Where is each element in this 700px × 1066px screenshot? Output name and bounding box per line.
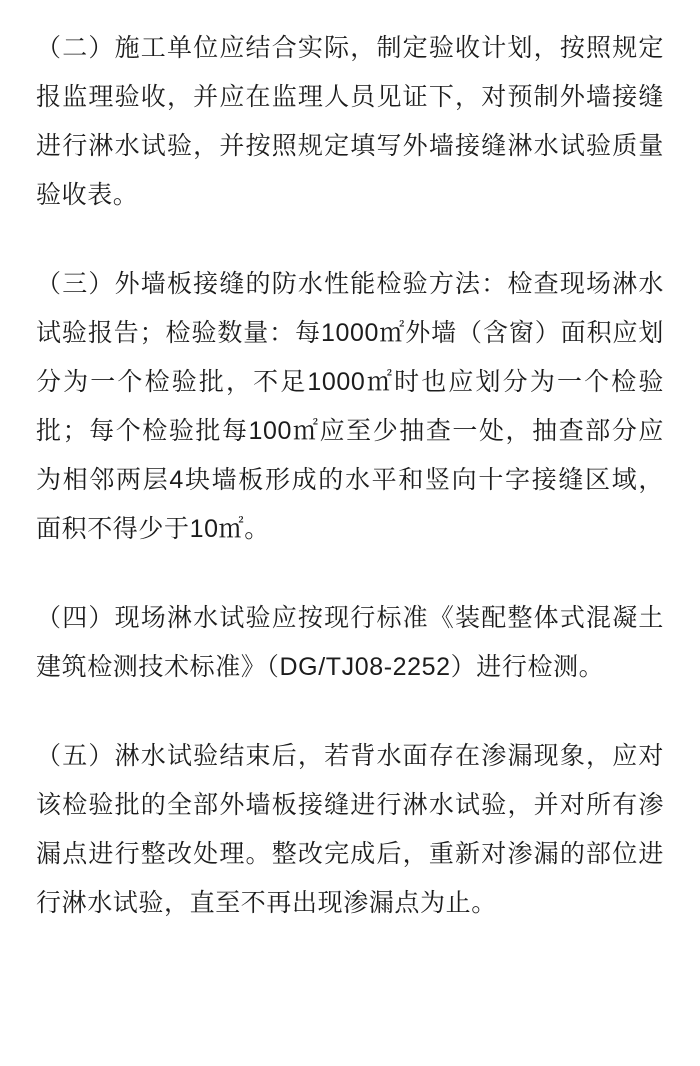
paragraph-clause-5: （五）淋水试验结束后，若背水面存在渗漏现象，应对该检验批的全部外墙板接缝进行淋水试验，并对所有渗漏点进行整改处理。整改完成后，重新对渗漏的部位进行淋水试验，直至不再出现渗漏点为止。 <box>36 742 664 917</box>
paragraph-clause-3: （三）外墙板接缝的防水性能检验方法：检查现场淋水试验报告；检验数量：每1000㎡外墙（含窗）面积应划分为一个检验批，不足1000㎡时也应划分为一个检验批；每个检验批每100㎡应至少抽查一处，抽查部分应为相邻两层4块墙板形成的水平和竖向十字接缝区域，面积不得少于10㎡。 <box>36 270 664 543</box>
paragraph-clause-2: （二）施工单位应结合实际，制定验收计划，按照规定报监理验收，并应在监理人员见证下，对预制外墙接缝进行淋水试验，并按照规定填写外墙接缝淋水试验质量验收表。 <box>36 34 664 209</box>
paragraph-clause-4: （四）现场淋水试验应按现行标准《装配整体式混凝土建筑检测技术标准》（DG/TJ08-2252）进行检测。 <box>36 604 664 681</box>
